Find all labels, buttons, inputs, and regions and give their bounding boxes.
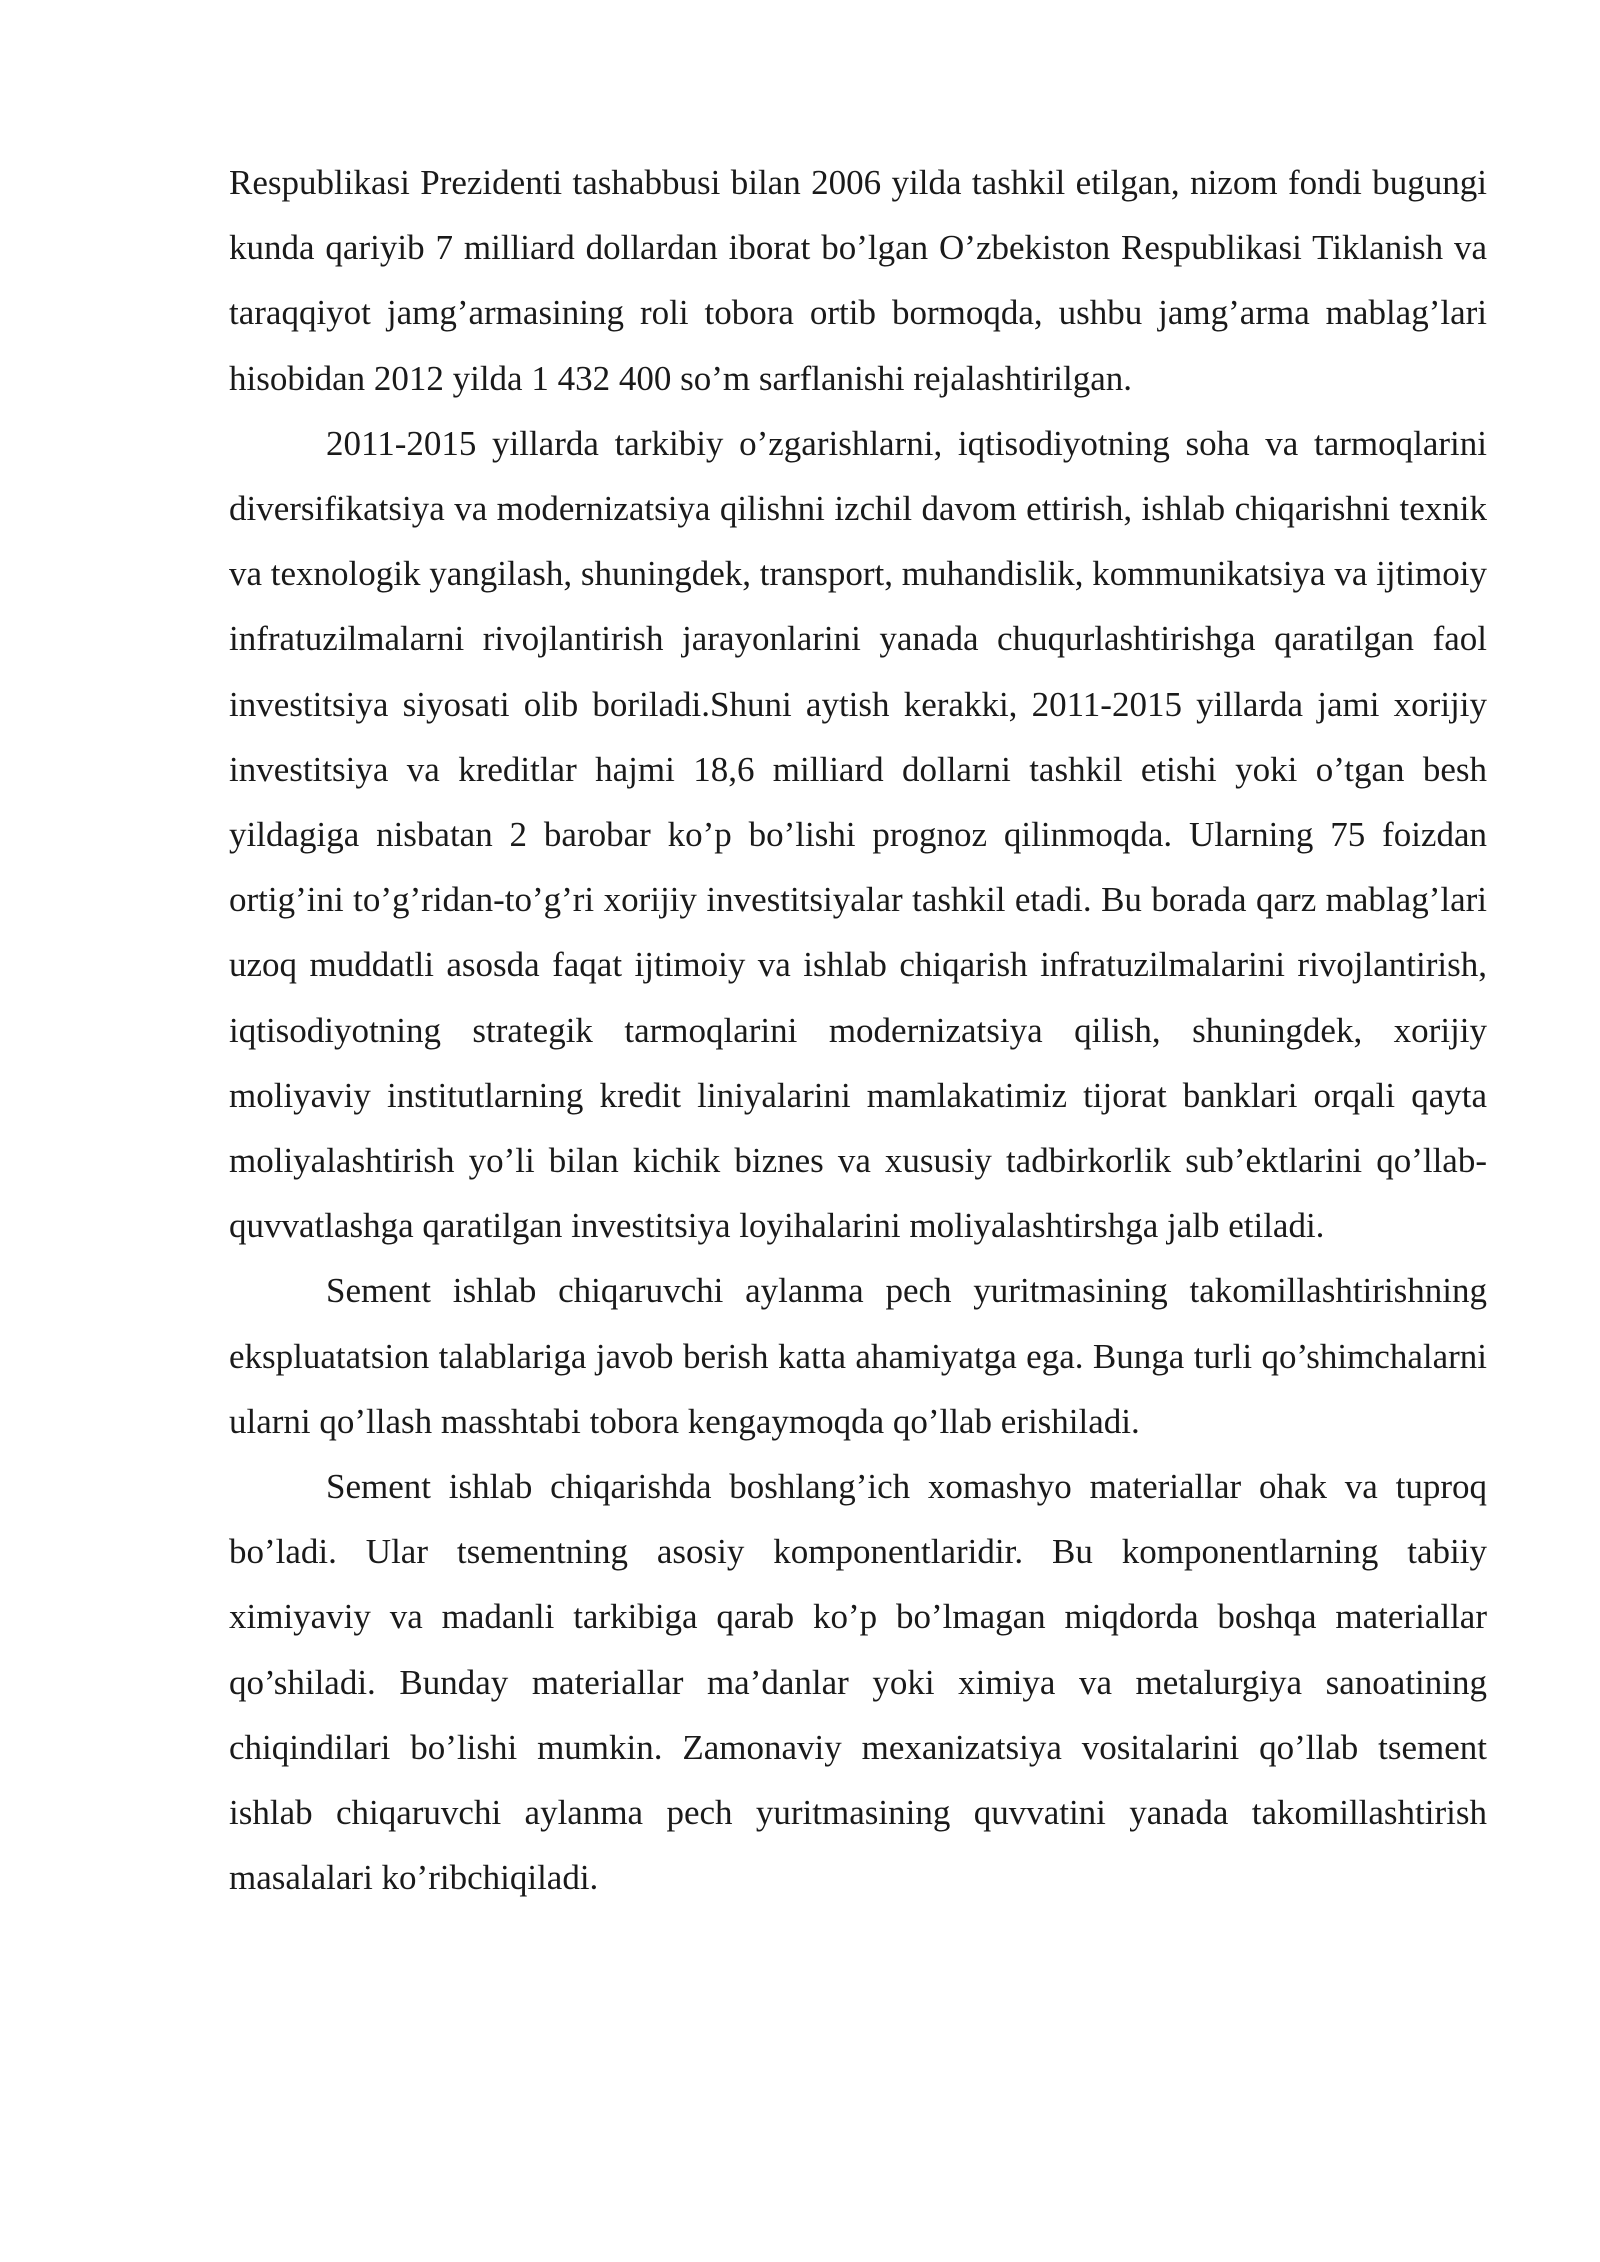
paragraph-1: Respublikasi Prezidenti tashabbusi bilan 2006 yilda tashkil etilgan, nizom fondi bugungi kunda qariyib 7 milliard dollardan iborat bo’lgan O’zbekiston Respublikasi Tiklanish va taraqqiyot jamg’armasining roli tobora ortib bormoqda, ushbu jamg’arma mablag’lari hisobidan 2012 yilda 1 432 400 so’m sarflanishi rejalashtirilgan. xyxy=(229,163,1487,398)
paragraph-4: Sement ishlab chiqarishda boshlang’ich xomashyo materiallar ohak va tuproq bo’ladi. Ular tsementning asosiy komponentlaridir. Bu komponentlarning tabiiy ximiyaviy va madanli tarkibiga qarab ko’p bo’lmagan miqdorda boshqa materiallar qo’shiladi. Bunday materiallar ma’danlar yoki ximiya va metalurgiya sanoatining chiqindilari bo’lishi mumkin. Zamonaviy mexanizatsiya vositalarini qo’llab tsement ishlab chiqaruvchi aylanma pech yuritmasining quvvatini yanada takomillashtirish masalalari ko’ribchiqiladi. xyxy=(229,1467,1487,1898)
paragraph-3: Sement ishlab chiqaruvchi aylanma pech yuritmasining takomillashtirishning ekspluatatsion talablariga javob berish katta ahamiyatga ega. Bunga turli qo’shimchalarni ularni qo’llash masshtabi tobora kengaymoqda qo’llab erishiladi. xyxy=(229,1271,1487,1441)
document-body xyxy=(229,150,1487,1910)
paragraph-2: 2011-2015 yillarda tarkibiy o’zgarishlarni, iqtisodiyotning soha va tarmoqlarini diversifikatsiya va modernizatsiya qilishni izchil davom ettirish, ishlab chiqarishni texnik va texnologik yangilash, shuningdek, transport, muhandislik, kommunikatsiya va ijtimoiy infratuzilmalarni rivojlantirish jarayonlarini yanada chuqurlashtirishga qaratilgan faol investitsiya siyosati olib boriladi.Shuni aytish kerakki, 2011-2015 yillarda jami xorijiy investitsiya va kreditlar hajmi 18,6 milliard dollarni tashkil etishi yoki o’tgan besh yildagiga nisbatan 2 barobar ko’p bo’lishi prognoz qilinmoqda. Ularning 75 foizdan ortig’ini to’g’ridan-to’g’ri xorijiy investitsiyalar tashkil etadi. Bu borada qarz mablag’lari uzoq muddatli asosda faqat ijtimoiy va ishlab chiqarish infratuzilmalarini rivojlantirish, iqtisodiyotning strategik tarmoqlarini modernizatsiya qilish, shuningdek, xorijiy moliyaviy institutlarning kredit liniyalarini mamlakatimiz tijorat banklari orqali qayta moliyalashtirish yo’li bilan kichik biznes va xususiy tadbirkorlik sub’ektlarini qo’llab-quvvatlashga qaratilgan investitsiya loyihalarini moliyalashtirshga jalb etiladi. xyxy=(229,423,1487,1246)
